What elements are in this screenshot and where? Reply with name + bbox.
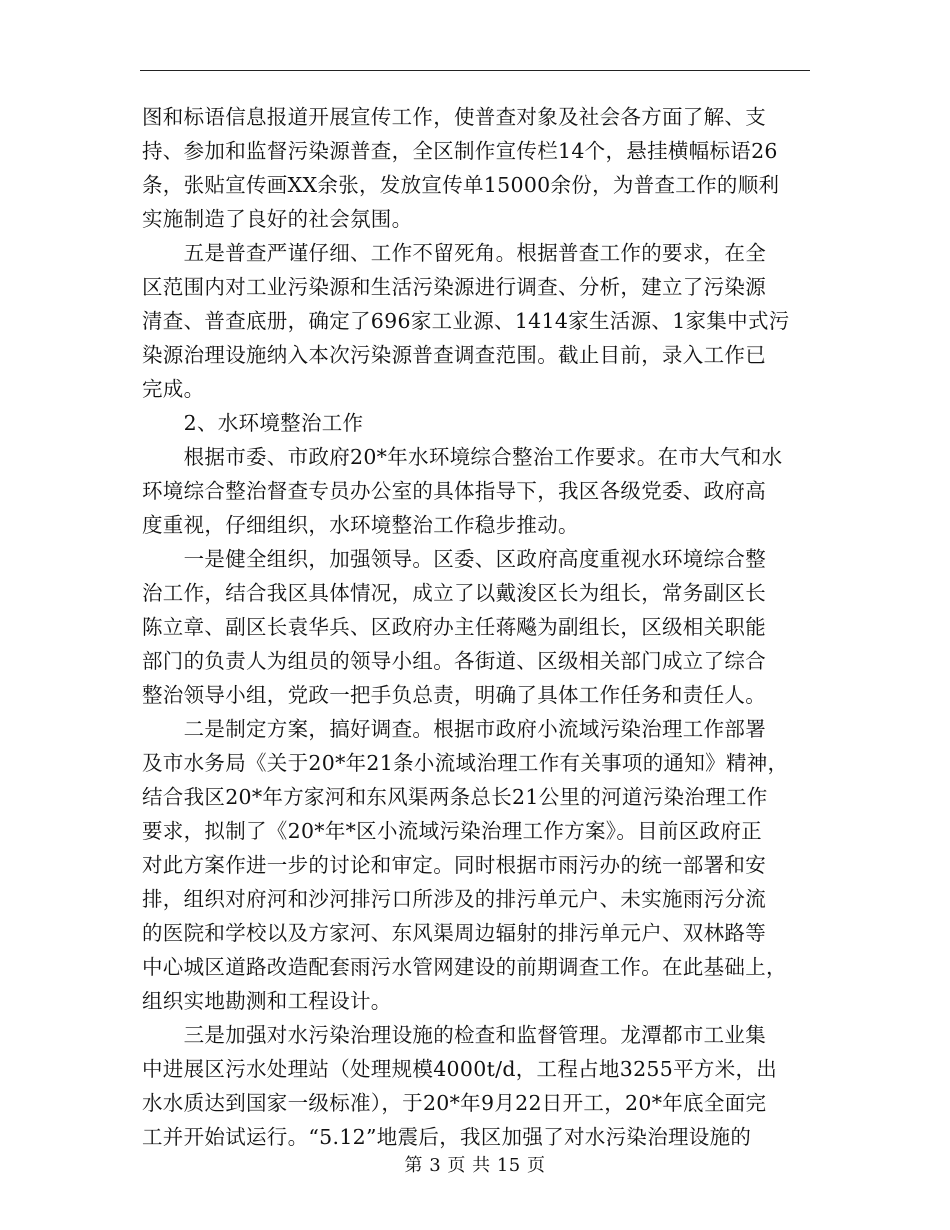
section-heading: 2、水环境整治工作: [142, 411, 364, 435]
text-line: 及市水务局《关于20*年21条小流域治理工作有关事项的通知》精神，: [142, 751, 789, 775]
text-line: 水水质达到国家一级标准），于20*年9月22日开工，20*年底全面完: [142, 1091, 767, 1115]
text-line: 要求，拟制了《20*年*区小流域污染治理工作方案》。目前区政府正: [142, 819, 762, 843]
text-line: 二是制定方案，搞好调查。根据市政府小流域污染治理工作部署: [142, 717, 766, 741]
text-line: 结合我区20*年方家河和东风渠两条总长21公里的河道污染治理工作: [142, 785, 768, 809]
text-line: 区范围内对工业污染源和生活污染源进行调查、分析，建立了污染源: [142, 275, 766, 299]
text-line: 对此方案作进一步的讨论和审定。同时根据市雨污办的统一部署和安: [142, 853, 766, 877]
text-line: 图和标语信息报道开展宣传工作，使普查对象及社会各方面了解、支: [142, 105, 766, 129]
text-line: 三是加强对水污染治理设施的检查和监督管理。龙潭都市工业集: [142, 1023, 766, 1047]
text-line: 一是健全组织，加强领导。区委、区政府高度重视水环境综合整: [142, 547, 766, 571]
text-line: 清查、普查底册，确定了696家工业源、1414家生活源、1家集中式污: [142, 309, 790, 333]
text-line: 组织实地勘测和工程设计。: [142, 989, 392, 1013]
text-line: 根据市委、市政府20*年水环境综合整治工作要求。在市大气和水: [142, 445, 783, 469]
text-line: 中心城区道路改造配套雨污水管网建设的前期调查工作。在此基础上，: [142, 955, 787, 979]
text-line: 度重视，仔细组织，水环境整治工作稳步推动。: [142, 513, 579, 537]
header-rule: [140, 70, 810, 71]
text-line: 环境综合整治督查专员办公室的具体指导下，我区各级党委、政府高: [142, 479, 766, 503]
text-line: 部门的负责人为组员的领导小组。各街道、区级相关部门成立了综合: [142, 649, 766, 673]
document-body: [142, 100, 814, 1154]
text-line: 整治领导小组，党政一把手负总责，明确了具体工作任务和责任人。: [142, 683, 766, 707]
text-line: 完成。: [142, 377, 205, 401]
text-line: 排，组织对府河和沙河排污口所涉及的排污单元户、未实施雨污分流: [142, 887, 766, 911]
text-line: 中进展区污水处理站（处理规模4000t/d，工程占地3255平方米，出: [142, 1057, 778, 1081]
text-line: 五是普查严谨仔细、工作不留死角。根据普查工作的要求，在全: [142, 241, 766, 265]
text-line: 的医院和学校以及方家河、东风渠周边辐射的排污单元户、双林路等: [142, 921, 766, 945]
text-line: 条，张贴宣传画XX余张，发放宣传单15000余份，为普查工作的顺利: [142, 173, 780, 197]
page-number: 第 3 页 共 15 页: [404, 1155, 546, 1176]
text-line: 实施制造了良好的社会氛围。: [142, 207, 413, 231]
text-line: 持、参加和监督污染源普查，全区制作宣传栏14个，悬挂横幅标语26: [142, 139, 778, 163]
text-line: 治工作，结合我区具体情况，成立了以戴浚区长为组长，常务副区长: [142, 581, 766, 605]
text-line: 工并开始试运行。“5.12”地震后，我区加强了对水污染治理设施的: [142, 1125, 752, 1149]
text-line: 染源治理设施纳入本次污染源普查调查范围。截止目前，录入工作已: [142, 343, 766, 367]
text-line: 陈立章、副区长袁华兵、区政府办主任蒋飚为副组长，区级相关职能: [142, 615, 766, 639]
